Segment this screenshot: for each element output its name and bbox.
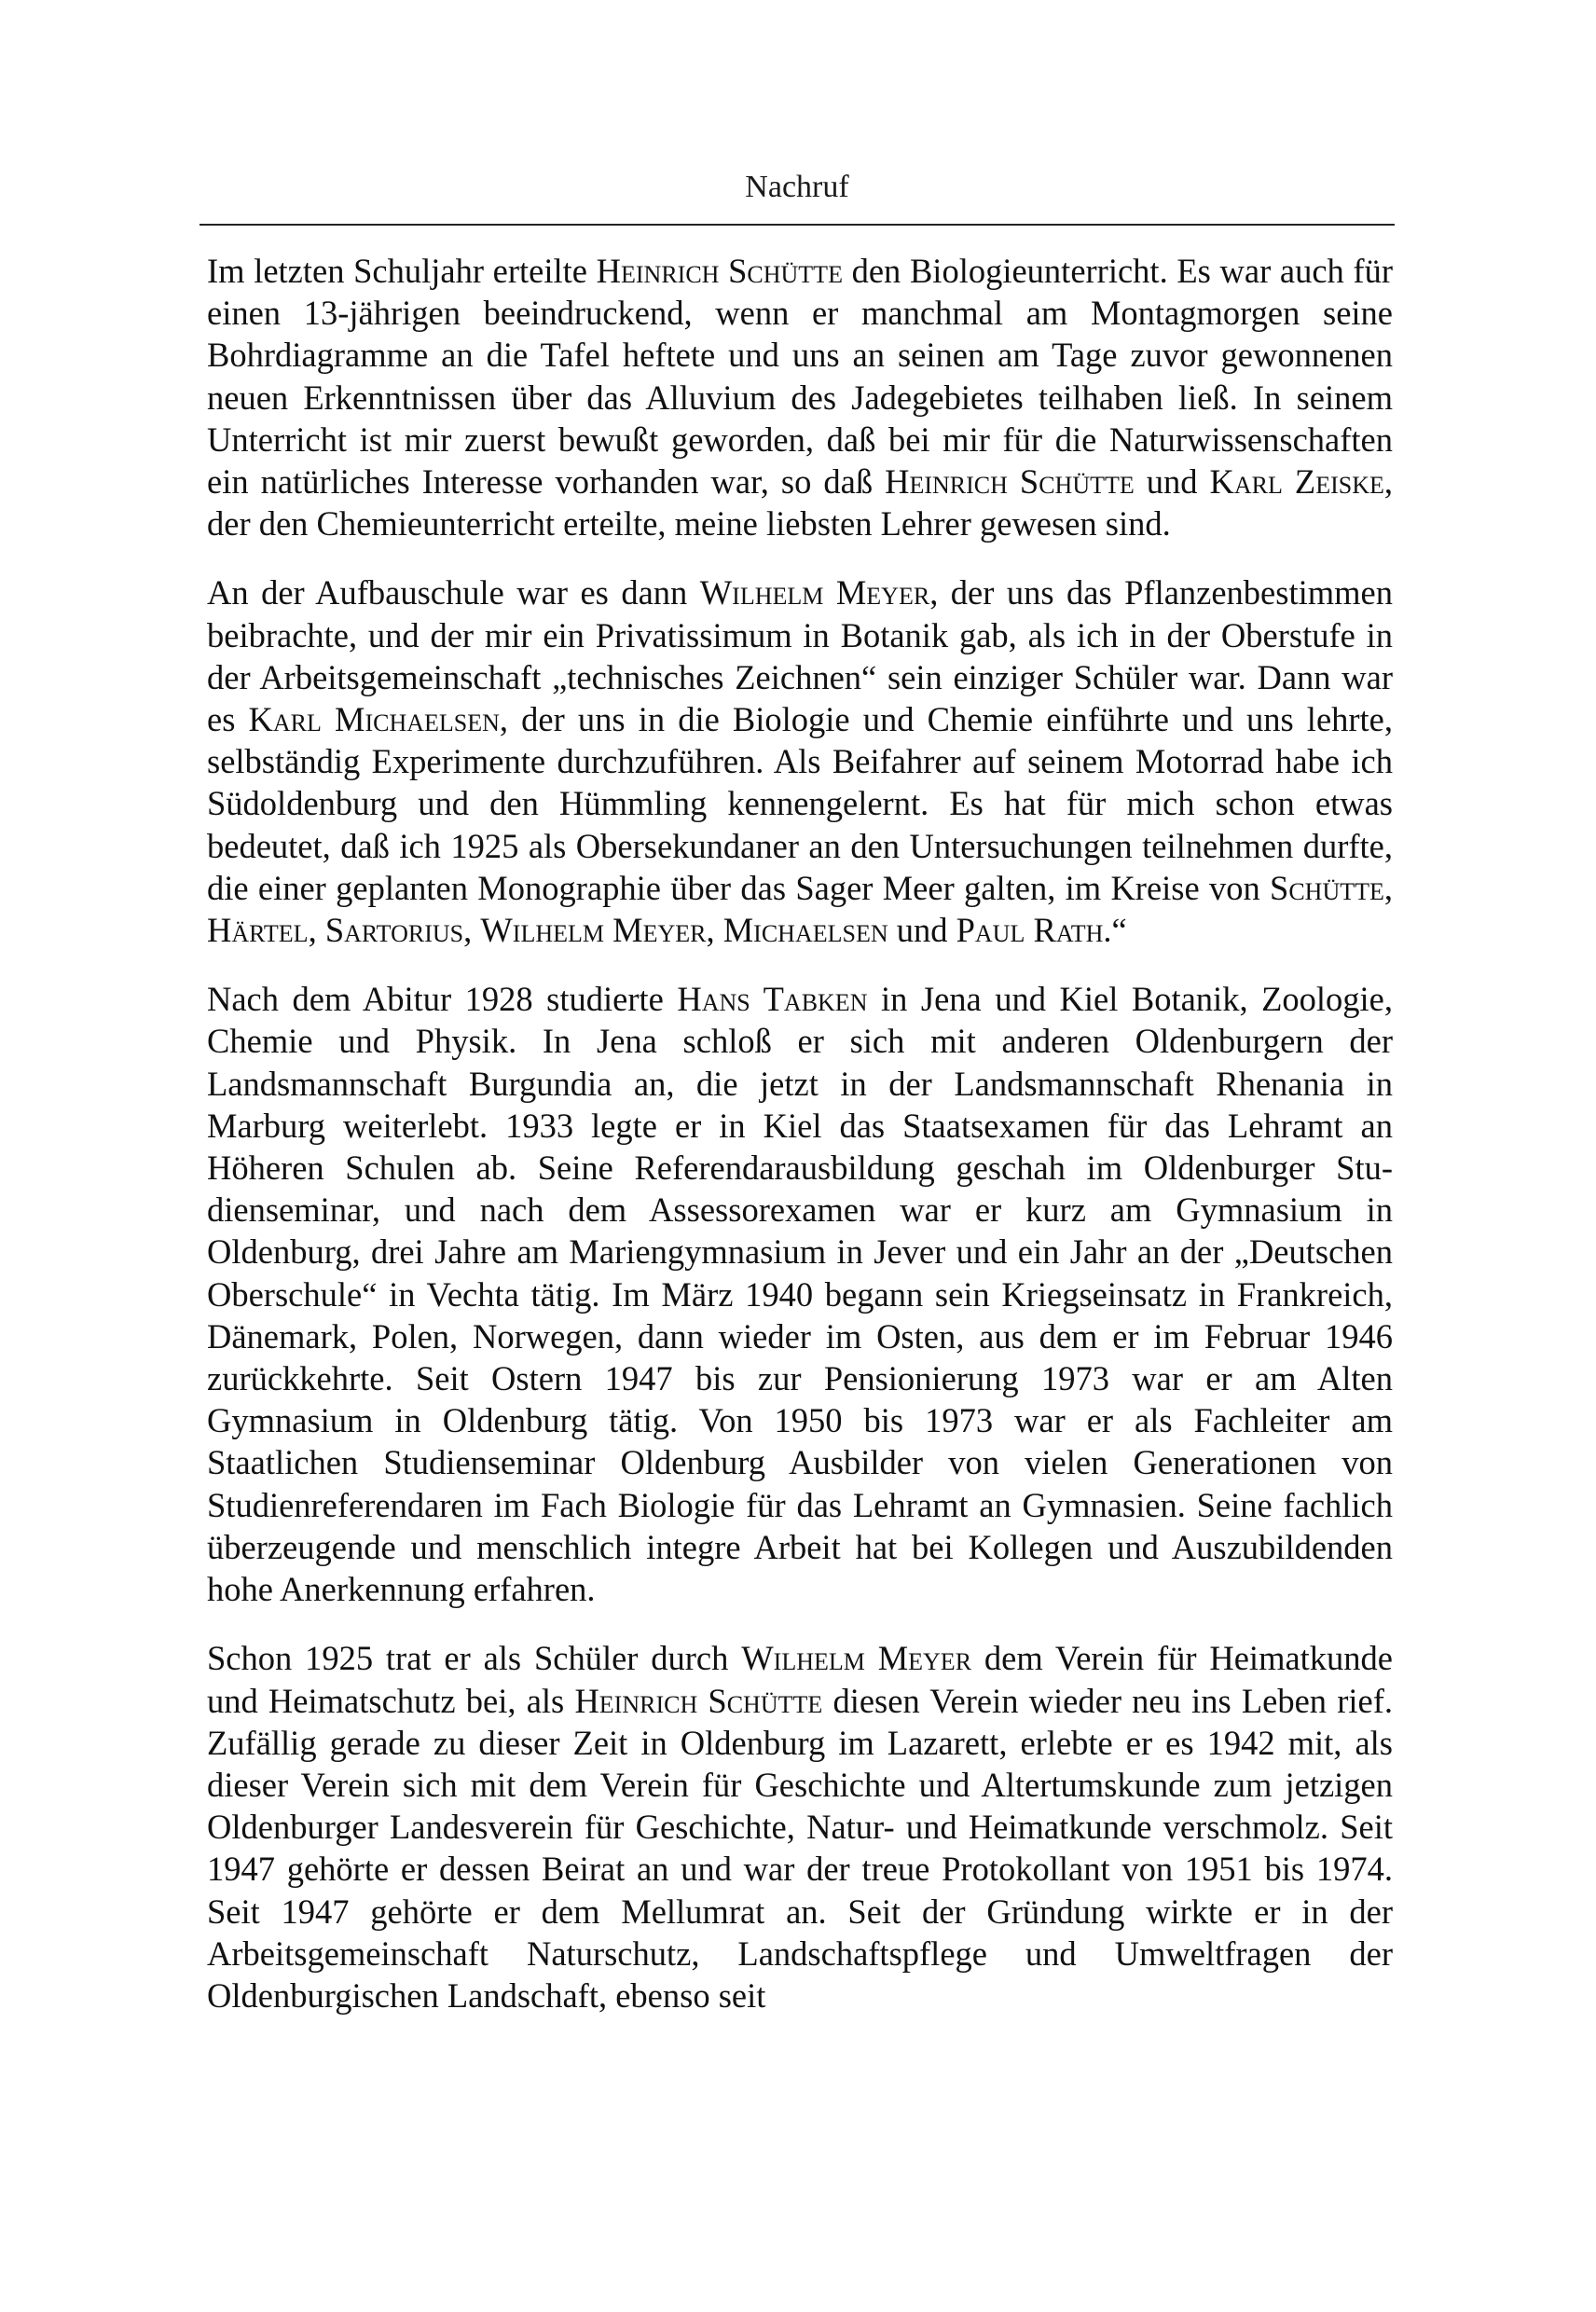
person-name: Schütte [1270, 868, 1384, 907]
text-run: .“ [1103, 911, 1127, 950]
text-run: und [1134, 462, 1210, 502]
person-name: Sartorius [324, 911, 464, 950]
person-name: Michaelsen [722, 911, 888, 950]
person-name: Karl Zeiske [1209, 462, 1384, 502]
text-run: , [463, 911, 481, 950]
paragraph-2 [207, 571, 1393, 951]
text-run: , der uns in die Biologie und Chemie einführte und uns lehrte, selbständig Experimente durchzuführen. Als Beifahrer auf seinem Motorrad habe ich Südoldenburg und den Hümmling kennengelernt. Es hat für mich schon etwas bedeutet, daß ich 1925 als Obersekundaner an den Untersuchungen teilnehmen durfte, die einer geplanten Monographie über das Sager Meer galten, im Kreise von [207, 700, 1394, 907]
text-run: in Jena und Kiel Botanik, Zoologie, Chemie und Physik. In Jena schloß er sich mit anderen Oldenburgern der Landsmannschaft Burgundia an, die jetzt in der Landsmannschaft Rhenania in Marburg weiterlebt. 1933 legte er in Kiel das Staatsexamen für das Lehramt an Höheren Schulen ab. Seine Referendarausbildung geschah im Oldenburger Studienseminar, und nach dem Assessorexamen war er kurz am Gymnasium in Oldenburg, drei Jahre am Mariengymnasium in Jever und ein Jahr an der „Deutschen Oberschule“ in Vechta tätig. Im März 1940 begann sein Kriegseinsatz in Frankreich, Dänemark, Polen, Norwegen, dann wieder im Osten, aus dem er im Februar 1946 zurückkehrte. Seit Ostern 1947 bis zur Pensionierung 1973 war er am Alten Gymnasium in Oldenburg tätig. Von 1950 bis 1973 war er als Fachleiter am Staatlichen Studienseminar Oldenburg Ausbilder von vielen Generationen von Studienreferendaren im Fach Biologie für das Lehramt an Gymnasien. Seine fachlich überzeugende und menschlich integre Arbeit hat bei Kollegen und Auszubildenden hohe Anerkennung erfahren. [207, 980, 1393, 1609]
text-run: , der uns das Pflanzenbestimmen beibrachte, und der mir ein Privatissimum in Botanik gab, als ich in der Oberstufe in der Arbeitsgemeinschaft „technisches Zeichnen“ sein einziger Schüler war. Dann war es [207, 573, 1393, 739]
text-run: , [706, 911, 723, 950]
text-run: , [1383, 868, 1393, 907]
text-run: An der Aufbauschule war es dann [207, 573, 700, 612]
paragraph-1 [207, 250, 1393, 544]
body-text [207, 250, 1393, 2016]
text-run: , [308, 911, 325, 950]
person-name: Hans Tabken [677, 980, 868, 1019]
person-name: Heinrich Schütte [574, 1681, 823, 1720]
person-name: Wilhelm Meyer [480, 911, 707, 950]
paragraph-4 [207, 1637, 1393, 2016]
text-run: und [887, 911, 956, 950]
text-run: , der den Chemieunterricht erteilte, meine liebsten Lehrer gewesen sind. [207, 462, 1393, 544]
text-run: diesen Verein wieder neu ins Leben rief. Zufällig gerade zu dieser Zeit in Oldenburg im Lazarett, erlebte er es 1942 mit, als dieser Verein sich mit dem Verein für Geschichte und Altertumskunde zum jetzigen Oldenburger Landesverein für Geschichte, Natur- und Heimatkunde verschmolz. Seit 1947 gehörte er dessen Beirat an und war der treue Protokollant von 1951 bis 1974. Seit 1947 gehörte er dem Mellumrat an. Seit der Gründung wirkte er in der Arbeitsgemeinschaft Naturschutz, Landschaftspflege und Umweltfragen der Oldenburgischen Landschaft, ebenso seit [207, 1681, 1393, 2015]
text-run: Schon 1925 trat er als Schüler durch [207, 1639, 742, 1678]
paragraph-3 [207, 978, 1393, 1610]
person-name: Karl Michaelsen [248, 700, 500, 739]
text-run: Nach dem Abitur 1928 studierte [207, 980, 678, 1019]
text-run: den Biologieunterricht. Es war auch für einen 13-jährigen beeindruckend, wenn er manchmal am Montagmorgen seine Bohrdiagramme an die Tafel heftete und uns an seinen am Tage zuvor gewonnenen neuen Erkenntnissen über das Alluvium des Jadegebietes teilhaben ließ. In seinem Unterricht ist mir zuerst bewußt geworden, daß bei mir für die Naturwissenschaften ein natürliches Interesse vorhanden war, so daß [207, 252, 1393, 502]
person-name: Heinrich Schütte [596, 252, 843, 290]
text-run: dem Verein für Heimatkunde und Heimatschutz bei, als [207, 1639, 1394, 1720]
person-name: Wilhelm Meyer [741, 1639, 972, 1678]
header-rule [200, 224, 1395, 226]
person-name: Härtel [207, 911, 309, 950]
person-name: Wilhelm Meyer [699, 573, 930, 612]
person-name: Paul Rath [956, 911, 1104, 950]
text-run: Im letzten Schuljahr erteilte [207, 252, 597, 290]
person-name: Heinrich Schütte [885, 462, 1135, 502]
running-head-title: Nachruf [745, 170, 849, 204]
